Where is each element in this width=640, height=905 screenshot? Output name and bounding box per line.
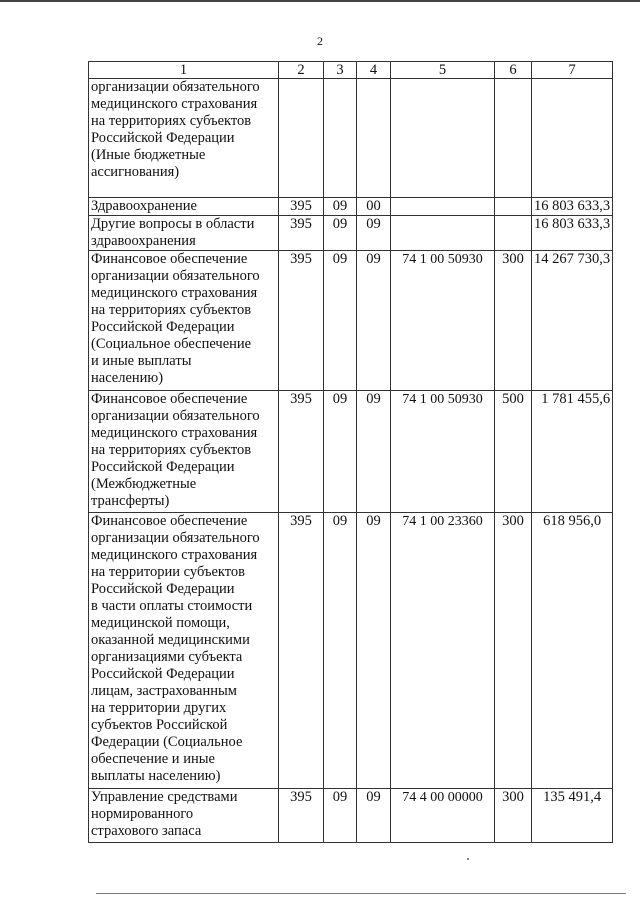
table-row [89,789,613,843]
col-header-7: 7 [532,62,613,79]
cell-expense-type [495,216,532,251]
cell-subsection: 09 [357,391,391,513]
cell-section: 09 [324,789,357,843]
cell-expense-type [495,198,532,216]
scan-speck [467,858,469,860]
cell-target-article [391,79,495,198]
row-name: Управление средствами нормированного страхового запаса [89,789,279,843]
cell-amount: 16 803 633,3 [532,216,613,251]
cell-admin-code: 395 [279,198,324,216]
cell-admin-code: 395 [279,391,324,513]
table-header-row [89,62,613,79]
cell-section: 09 [324,198,357,216]
row-name: Финансовое обеспечение организации обязательного медицинского страхования на территориях субъектов Российской Федерации (Социальное обеспечение и иные выплаты населению) [89,251,279,391]
top-edge-rule [0,0,640,2]
row-name: Финансовое обеспечение организации обязательного медицинского страхования на территориях субъектов Российской Федерации (Межбюджетные трансферты) [89,391,279,513]
cell-expense-type: 300 [495,513,532,789]
cell-section: 09 [324,251,357,391]
bottom-edge-rule [96,893,626,894]
cell-expense-type: 300 [495,789,532,843]
table-row [89,79,613,198]
cell-subsection [357,79,391,198]
cell-amount: 618 956,0 [532,513,613,789]
cell-target-article: 74 1 00 50930 [391,251,495,391]
cell-admin-code: 395 [279,251,324,391]
table-row [89,391,613,513]
cell-expense-type [495,79,532,198]
cell-admin-code: 395 [279,216,324,251]
cell-subsection: 00 [357,198,391,216]
budget-table [88,61,613,843]
cell-subsection: 09 [357,513,391,789]
table-row [89,198,613,216]
col-header-1: 1 [89,62,279,79]
row-name: организации обязательного медицинского страхования на территориях субъектов Российской Федерации (Иные бюджетные ассигнования) [89,79,279,198]
table-row [89,251,613,391]
cell-target-article [391,198,495,216]
col-header-6: 6 [495,62,532,79]
table-row [89,216,613,251]
col-header-5: 5 [391,62,495,79]
cell-section: 09 [324,216,357,251]
cell-target-article [391,216,495,251]
cell-admin-code: 395 [279,789,324,843]
col-header-4: 4 [357,62,391,79]
cell-subsection: 09 [357,216,391,251]
col-header-2: 2 [279,62,324,79]
table-row [89,513,613,789]
cell-subsection: 09 [357,251,391,391]
cell-target-article: 74 4 00 00000 [391,789,495,843]
cell-amount: 1 781 455,6 [532,391,613,513]
cell-amount: 14 267 730,3 [532,251,613,391]
cell-section [324,79,357,198]
row-name: Здравоохранение [89,198,279,216]
cell-expense-type: 500 [495,391,532,513]
row-name: Другие вопросы в области здравоохранения [89,216,279,251]
row-name: Финансовое обеспечение организации обязательного медицинского страхования на территории субъектов Российской Федерации в части оплаты стоимости медицинской помощи, оказанной медицинскими организациями субъекта Российской Федерации лицам, застрахованным на территории других субъектов Российской Федерации (Социальное обеспечение и иные выплаты населению) [89,513,279,789]
cell-target-article: 74 1 00 23360 [391,513,495,789]
cell-expense-type: 300 [495,251,532,391]
cell-amount: 135 491,4 [532,789,613,843]
cell-section: 09 [324,391,357,513]
cell-target-article: 74 1 00 50930 [391,391,495,513]
page-number: 2 [317,34,323,48]
cell-amount [532,79,613,198]
cell-admin-code [279,79,324,198]
cell-section: 09 [324,513,357,789]
cell-amount: 16 803 633,3 [532,198,613,216]
cell-subsection: 09 [357,789,391,843]
col-header-3: 3 [324,62,357,79]
cell-admin-code: 395 [279,513,324,789]
